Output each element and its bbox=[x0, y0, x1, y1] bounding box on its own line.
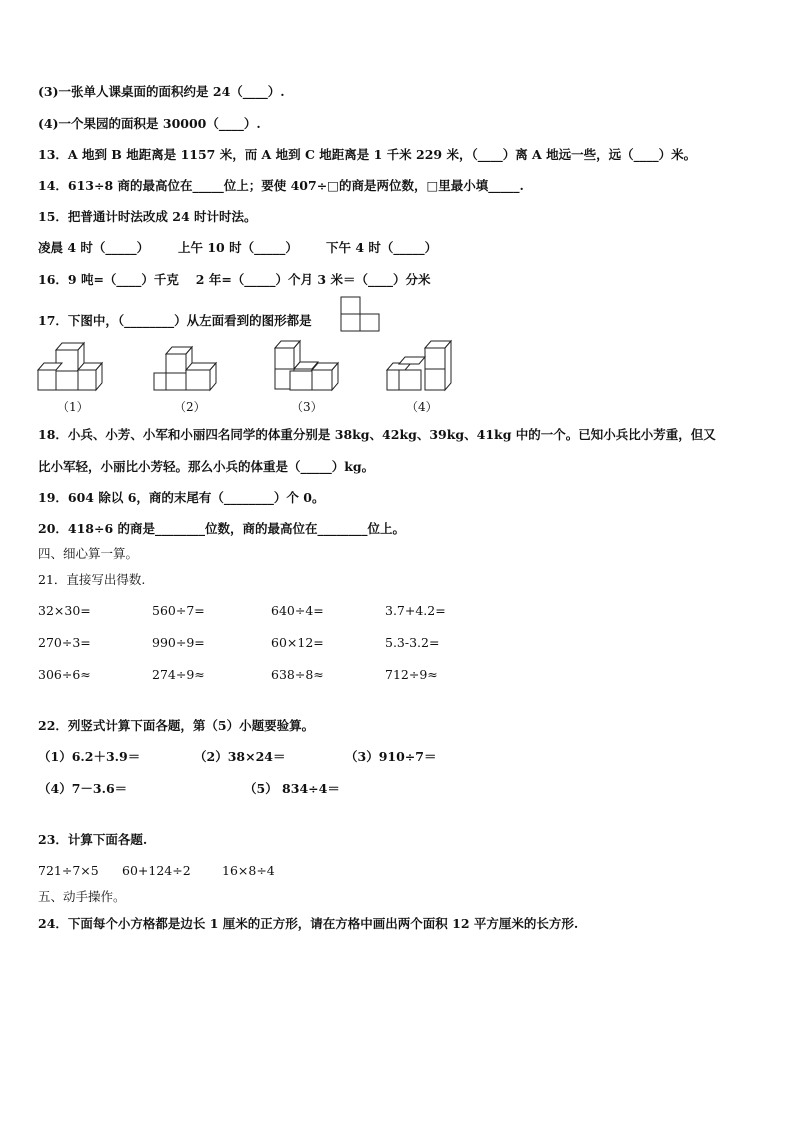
q21-item: 3.7+4.2= bbox=[385, 603, 446, 618]
question-15-item-a: 凌晨 4 时（_____） bbox=[38, 240, 150, 255]
fig4-tall-cube-lower-front bbox=[425, 369, 445, 390]
left-view-bottom-right-square bbox=[360, 314, 379, 331]
q21-item: 560÷7= bbox=[152, 603, 205, 618]
fig4-tall-cube-side bbox=[445, 341, 451, 390]
q23-item-1: 721÷7×5 bbox=[38, 863, 99, 878]
fig1-top-cube-front bbox=[56, 350, 78, 371]
left-view-diagram bbox=[340, 296, 380, 332]
question-14: 14．613÷8 商的最高位在_____位上；要使 407÷□的商是两位数，□里最小填_____. bbox=[38, 178, 524, 193]
section-5-heading: 五、动手操作。 bbox=[38, 889, 126, 904]
q21-item: 640÷4= bbox=[271, 603, 324, 618]
fig3-right-cube-front bbox=[312, 370, 332, 390]
cube-figure-4 bbox=[385, 340, 457, 392]
question-13: 13．A 地到 B 地距离是 1157 米，而 A 地到 C 地距离是 1 千米 229 米，（____）离 A 地远一些，远（____）米。 bbox=[38, 147, 697, 162]
question-17-text: 17．下图中，（________）从左面看到的图形都是 bbox=[38, 313, 312, 328]
q22-item-1: （1）6.2＋3.9＝ bbox=[38, 749, 141, 764]
line-4: (4)一个果园的面积是 30000（____）. bbox=[38, 116, 261, 131]
cube-figure-1 bbox=[36, 340, 106, 392]
q23-item-2: 60+124÷2 bbox=[122, 863, 191, 878]
question-23: 23．计算下面各题. bbox=[38, 832, 148, 847]
fig4-center-cube-front bbox=[399, 370, 421, 390]
question-18-line-1: 18．小兵、小芳、小军和小丽四名同学的体重分别是 38kg、42kg、39kg、41kg 中的一个。已知小兵比小芳重，但又 bbox=[38, 427, 716, 442]
q21-item: 5.3-3.2= bbox=[385, 635, 440, 650]
question-18-line-2: 比小军轻，小丽比小芳轻。那么小兵的体重是（_____）kg。 bbox=[38, 459, 375, 474]
q21-item: 712÷9≈ bbox=[385, 667, 438, 682]
question-24: 24．下面每个小方格都是边长 1 厘米的正方形，请在方格中画出两个面积 12 平方厘米的长方形. bbox=[38, 916, 579, 931]
figure-label-4: （4） bbox=[406, 400, 438, 414]
cube-figure-3 bbox=[272, 340, 344, 392]
figure-label-3: （3） bbox=[291, 400, 323, 414]
left-view-top-square bbox=[341, 297, 360, 314]
q21-item: 274÷9≈ bbox=[152, 667, 205, 682]
question-20: 20．418÷6 的商是________位数，商的最高位在________位上。 bbox=[38, 521, 406, 536]
cube-figure-2 bbox=[152, 342, 222, 392]
question-15: 15．把普通计时法改成 24 时计时法。 bbox=[38, 209, 257, 224]
fig2-center-cube-front bbox=[166, 373, 186, 390]
line-3: (3)一张单人课桌面的面积约是 24（____）. bbox=[38, 84, 285, 99]
fig2-right-cube-front bbox=[186, 370, 210, 390]
q22-item-2: （2）38×24＝ bbox=[194, 749, 286, 764]
q21-item: 270÷3= bbox=[38, 635, 91, 650]
q21-item: 638÷8≈ bbox=[271, 667, 324, 682]
fig1-left-cube-front bbox=[38, 370, 56, 390]
q21-item: 60×12= bbox=[271, 635, 324, 650]
fig4-tall-cube-upper-front bbox=[425, 348, 445, 369]
question-21: 21．直接写出得数. bbox=[38, 572, 146, 587]
question-19: 19．604 除以 6，商的末尾有（________）个 0。 bbox=[38, 490, 325, 505]
q23-item-3: 16×8÷4 bbox=[222, 863, 275, 878]
left-view-bottom-left-square bbox=[341, 314, 360, 331]
figure-label-2: （2） bbox=[174, 400, 206, 414]
question-17 bbox=[38, 309, 364, 329]
fig1-center-cube-front bbox=[56, 371, 78, 390]
fig2-left-cube-front bbox=[154, 373, 166, 390]
question-22: 22．列竖式计算下面各题，第（5）小题要验算。 bbox=[38, 718, 315, 733]
fig3-top-cube-front bbox=[275, 348, 294, 369]
fig2-top-cube-front bbox=[166, 354, 186, 373]
figure-label-1: （1） bbox=[57, 400, 89, 414]
q21-item: 32×30= bbox=[38, 603, 91, 618]
q21-item: 306÷6≈ bbox=[38, 667, 91, 682]
section-4-heading: 四、细心算一算。 bbox=[38, 546, 139, 561]
fig3-center-cube-front bbox=[290, 371, 312, 390]
question-15-item-c: 下午 4 时（_____） bbox=[326, 240, 438, 255]
q22-item-4: （4）7－3.6＝ bbox=[38, 781, 128, 796]
q22-item-3: （3）910÷7＝ bbox=[345, 749, 437, 764]
q21-item: 990÷9= bbox=[152, 635, 205, 650]
question-16: 16．9 吨=（____）千克 2 年=（_____）个月 3 米＝（____）分米 bbox=[38, 272, 431, 287]
q22-item-5: （5） 834÷4＝ bbox=[244, 781, 340, 796]
question-15-item-b: 上午 10 时（_____） bbox=[178, 240, 298, 255]
fig4-middle-cube-top bbox=[399, 357, 425, 364]
fig1-right-cube-front bbox=[78, 370, 96, 390]
